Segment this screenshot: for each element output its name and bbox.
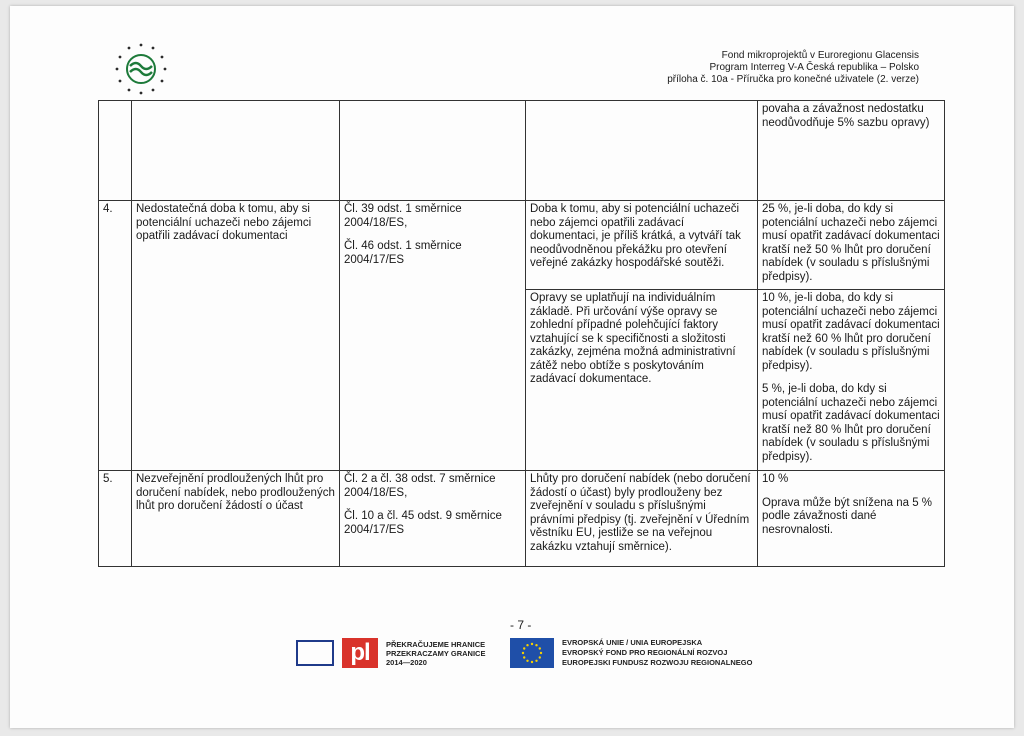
interreg-pl-logo bbox=[296, 638, 485, 668]
rate-3: 5 %, je-li doba, do kdy si potenciální uchazeči nebo zájemci musí opatřit zadávací dokumentaci kratší než 80 % lhůt pro doručení nabídek (v souladu s příslušnými předpisy). bbox=[762, 383, 940, 463]
table-row-5 bbox=[99, 471, 945, 567]
table-row-4 bbox=[99, 201, 945, 471]
legal-ref-2: Čl. 46 odst. 1 směrnice 2004/17/ES bbox=[344, 240, 462, 266]
cell-legal-basis bbox=[340, 471, 526, 567]
legal-ref-2: Čl. 10 a čl. 45 odst. 9 směrnice 2004/17/ES bbox=[344, 510, 502, 536]
cell-notes: Lhůty pro doručení nabídek (nebo doručení žádostí o účast) byly prodlouženy bez zveřejnění v souladu s příslušnými právními předpisy (tj. zveřejnění v Úředním věstníku EU, jestliže se na veřejnou zakázku vztahují směrnice). bbox=[526, 471, 758, 567]
rate-2: Oprava může být snížena na 5 % podle závažnosti dané nesrovnalosti. bbox=[762, 496, 933, 536]
eu-star bbox=[535, 644, 537, 646]
corrections-table bbox=[98, 100, 945, 567]
header-line-2: Program Interreg V-A Česká republika – Polsko bbox=[709, 62, 919, 73]
cell-description: Nedostatečná doba k tomu, aby si potenciální uchazeči nebo zájemci opatřili zadávací dokumentaci bbox=[132, 201, 340, 471]
eu-star bbox=[523, 647, 525, 649]
program-slogan bbox=[386, 640, 485, 667]
eu-funding-logo bbox=[510, 638, 752, 668]
cell-legal-basis bbox=[340, 201, 526, 471]
table-row-continuation bbox=[99, 101, 945, 201]
eu-flag-icon bbox=[510, 638, 554, 668]
eu-star bbox=[523, 656, 525, 658]
header-line-1: Fond mikroprojektů v Euroregionu Glacensis bbox=[721, 50, 919, 61]
rate-group bbox=[758, 289, 944, 466]
cell-number: 4. bbox=[99, 201, 132, 471]
rate-1: 25 %, je-li doba, do kdy si potenciální uchazeči nebo zájemci musí opatřit zadávací dokumentaci kratší než 50 % lhůt pro doručení nabídek (v souladu s příslušnými předpisy). bbox=[762, 203, 940, 283]
rate-2: 10 %, je-li doba, do kdy si potenciální uchazeči nebo zájemci musí opatřit zadávací dokumentaci kratší než 60 % lhůt pro doručení nabídek (v souladu s příslušnými předpisy). bbox=[762, 292, 940, 372]
eu-line-3: EUROPEJSKI FUNDUSZ ROZWOJU REGIONALNEGO bbox=[562, 658, 753, 667]
cell-number: 5. bbox=[99, 471, 132, 567]
eu-funding-text bbox=[562, 638, 752, 668]
slogan-line-2: PRZEKRACZAMY GRANICE bbox=[386, 648, 486, 658]
document-header bbox=[667, 50, 919, 86]
header-line-3: příloha č. 10a - Příručka pro konečné uživatele (2. verze) bbox=[667, 74, 919, 85]
cell-rates bbox=[758, 471, 945, 567]
eu-star bbox=[535, 660, 537, 662]
note-2: Opravy se uplatňují na individuálním základě. Při určování výše opravy se zohlední případné polehčující faktory vztahující se k specifičnosti a složitosti zakázky, zejména možná administrativní zátěž nebo obtíže s poskytováním zadávací dokumentace. bbox=[526, 289, 757, 389]
page-number: - 7 - bbox=[510, 618, 532, 632]
rate-1: 10 % bbox=[762, 473, 789, 485]
cell-notes bbox=[526, 201, 758, 471]
eu-star bbox=[531, 643, 533, 645]
pl-logo-mark: pl bbox=[342, 638, 378, 668]
slogan-line-3: 2014—2020 bbox=[386, 657, 427, 667]
eu-star bbox=[539, 656, 541, 658]
eu-star bbox=[539, 647, 541, 649]
cell-rate-continuation: povaha a závažnost nedostatku neodůvodňuje 5% sazbu opravy) bbox=[758, 101, 945, 201]
legal-ref-1: Čl. 39 odst. 1 směrnice 2004/18/ES, bbox=[344, 203, 462, 229]
note-1: Doba k tomu, aby si potenciální uchazeči nebo zájemci opatřili zadávací dokumentaci, je příliš krátká, a vytváří tak neodůvodněnou překážku pro otevření veřejné zakázky hospodářské soutěži. bbox=[530, 203, 741, 269]
legal-ref-1: Čl. 2 a čl. 38 odst. 7 směrnice 2004/18/ES, bbox=[344, 473, 496, 499]
eu-star bbox=[526, 644, 528, 646]
eu-star bbox=[540, 652, 542, 654]
eu-star bbox=[522, 652, 524, 654]
euroregion-glacensis-logo bbox=[108, 36, 174, 102]
eu-star bbox=[526, 660, 528, 662]
eu-line-2: EVROPSKÝ FOND PRO REGIONÁLNÍ ROZVOJ bbox=[562, 648, 728, 657]
cell-description: Nezveřejnění prodloužených lhůt pro doručení nabídek, nebo prodloužených lhůt pro doručení žádostí o účast bbox=[132, 471, 340, 567]
slogan-line-1: PŘEKRAČUJEME HRANICE bbox=[386, 639, 486, 649]
eu-star bbox=[531, 661, 533, 663]
eu-line-1: EVROPSKÁ UNIE / UNIA EUROPEJSKA bbox=[562, 638, 703, 647]
cell-rates bbox=[758, 201, 945, 471]
frame-icon bbox=[296, 640, 334, 666]
document-page bbox=[10, 6, 1014, 728]
